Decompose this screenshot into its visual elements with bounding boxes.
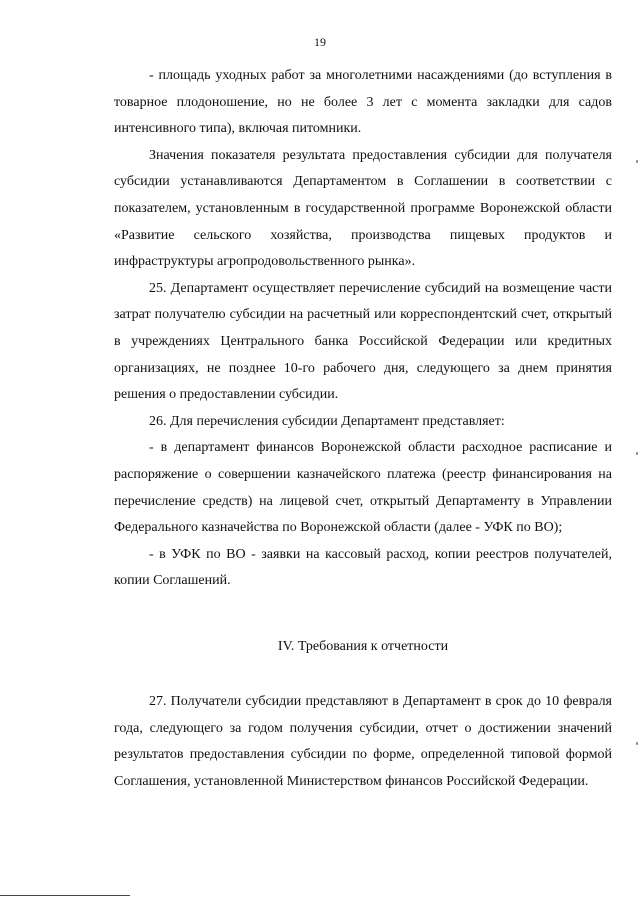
reporting-text-block xyxy=(114,689,612,795)
paragraph-26-intro: 26. Для перечисления субсидии Департамент представляет: xyxy=(149,413,505,429)
section-heading: IV. Требования к отчетности xyxy=(277,639,449,654)
paragraph-perennial-plantings: - площадь уходных работ за многолетними насаждениями (до вступления в товарное плодоношение, но не более 3 лет с момента закладки для садов интенсивного типа), включая питомники. xyxy=(114,68,612,137)
paragraph-26-finance-department: - в департамент финансов Воронежской области расходное расписание и распоряжение о совершении казначейского платежа (реестр финансирования на перечисление средств) на лицевой счет, открытый Департаменту в Управлении Федерального казначейства по Воронежской области (далее - УФК по ВО); xyxy=(114,440,612,536)
paragraph-27-reporting: 27. Получатели субсидии представляют в Департамент в срок до 10 февраля года, следующего за годом получения субсидии, отчет о достижении значений результатов предоставления субсидии по форме, определенной типовой формой Соглашения, установленной Министерством финансов Российской Федерации. xyxy=(114,694,612,789)
margin-mark xyxy=(636,452,638,455)
margin-mark xyxy=(636,160,638,163)
margin-mark xyxy=(636,742,638,745)
main-text-block xyxy=(114,63,612,595)
footer-rule xyxy=(0,895,130,896)
paragraph-indicator-values: Значения показателя результата предоставления субсидии для получателя субсидии устанавливаются Департаментом в Соглашении в соответствии с показателем, установленным в государственной программе Воронежской области «Развитие сельского хозяйства, производства пищевых продуктов и инфраструктуры агропродовольственного рынка». xyxy=(114,147,612,270)
paragraph-25-transfer: 25. Департамент осуществляет перечисление субсидий на возмещение части затрат получателю субсидии на расчетный или корреспондентский счет, открытый в учреждениях Центрального банка Российской Федерации или кредитных организациях, не позднее 10-го рабочего дня, следующего за днем принятия решения о предоставлении субсидии. xyxy=(114,280,612,403)
page-number: 19 xyxy=(314,35,326,49)
paragraph-26-ufk: - в УФК по ВО - заявки на кассовый расход, копии реестров получателей, копии Соглашений. xyxy=(114,546,612,589)
